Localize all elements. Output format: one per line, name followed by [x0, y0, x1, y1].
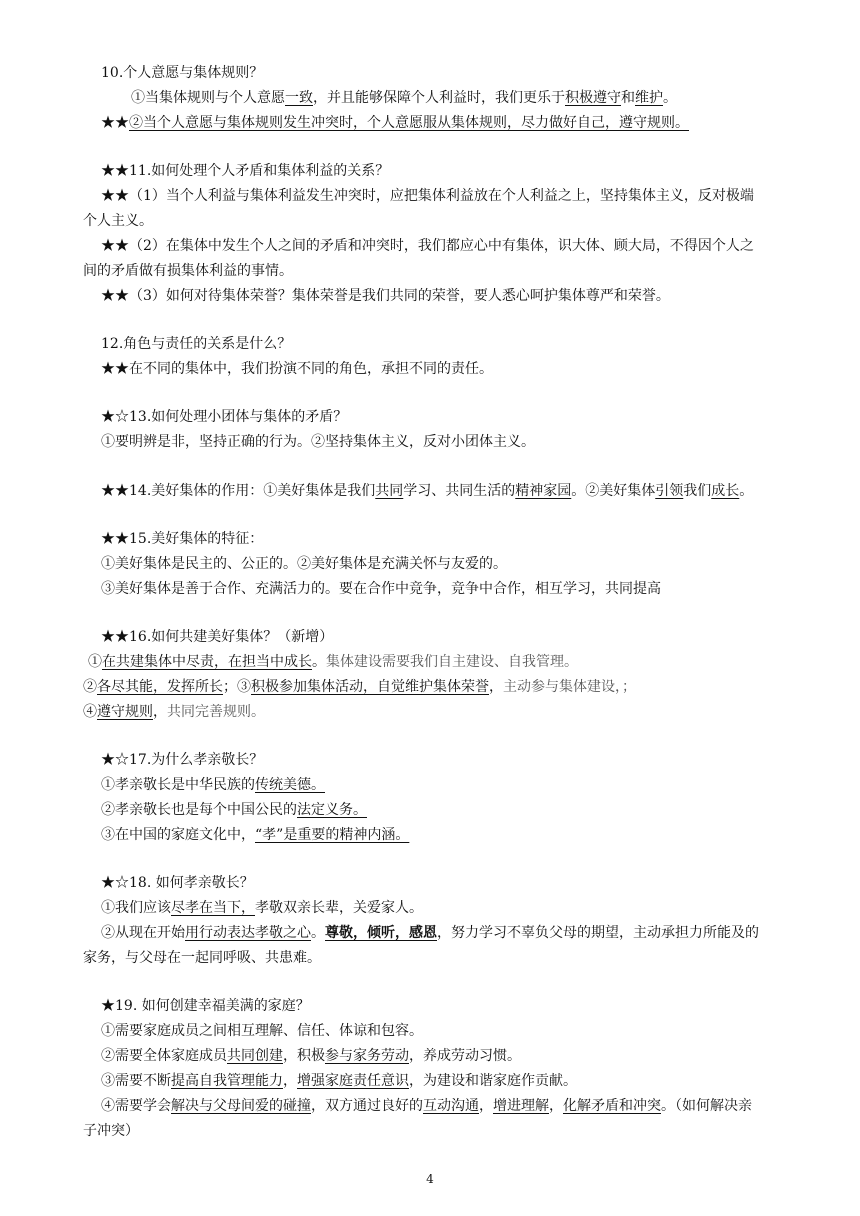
- q16-line3: ④遵守规则，共同完善规则。: [83, 704, 265, 720]
- q19-title: ★19. 如何创建幸福美满的家庭？: [101, 998, 310, 1014]
- q18-line3: 家务，与父母在一起同呼吸、共患难。: [83, 950, 321, 966]
- q17-line3: ③在中国的家庭文化中，“孝”是重要的精神内涵。: [101, 827, 410, 843]
- q11-p2-line1: ★★（2）在集体中发生个人之间的矛盾和冲突时，我们都应心中有集体，识大体、顾大局，不得因个人之: [101, 238, 754, 254]
- q19-line4: ④需要学会解决与父母间爱的碰撞，双方通过良好的互动沟通，增进理解，化解矛盾和冲突。（如何解决亲: [101, 1098, 752, 1114]
- q10-line2: ★★②当个人意愿与集体规则发生冲突时，个人意愿服从集体规则，尽力做好自己，遵守规则。: [101, 115, 689, 131]
- q17-line2: ②孝亲敬长也是每个中国公民的法定义务。: [101, 802, 367, 818]
- q11-p2-line2: 间的矛盾做有损集体利益的事情。: [83, 263, 293, 279]
- q19-line3: ③需要不断提高自我管理能力，增强家庭责任意识，为建设和谐家庭作贡献。: [101, 1073, 577, 1089]
- q11-title: ★★11.如何处理个人矛盾和集体利益的关系？: [101, 163, 390, 179]
- q17-title: ★☆17.为什么孝亲敬长？: [101, 752, 264, 768]
- q16-line1: ①在共建集体中尽责，在担当中成长。集体建设需要我们自主建设、自我管理。: [88, 654, 578, 670]
- q16-line2: ②各尽其能，发挥所长；③积极参加集体活动，自觉维护集体荣誉，主动参与集体建设，；: [83, 679, 636, 695]
- q13-title: ★☆13.如何处理小团体与集体的矛盾？: [101, 409, 348, 425]
- q10-title: 10.个人意愿与集体规则？: [101, 65, 264, 81]
- q11-p1-line2: 个人主义。: [83, 213, 153, 229]
- q15-line2: ③美好集体是善于合作、充满活力的。要在合作中竞争，竞争中合作，相互学习，共同提高: [101, 581, 661, 597]
- q15-line1: ①美好集体是民主的、公正的。②美好集体是充满关怀与友爱的。: [101, 556, 507, 572]
- q16-title: ★★16.如何共建美好集体？（新增）: [101, 629, 334, 645]
- q18-line1: ①我们应该尽孝在当下，孝敬双亲长辈，关爱家人。: [101, 900, 423, 916]
- q11-p3: ★★（3）如何对待集体荣誉？集体荣誉是我们共同的荣誉，要人悉心呵护集体尊严和荣誉。: [101, 288, 670, 304]
- q14-line: ★★14.美好集体的作用：①美好集体是我们共同学习、共同生活的精神家园。②美好集体引领我们成长。: [101, 483, 754, 499]
- q15-title: ★★15.美好集体的特征：: [101, 531, 264, 547]
- q18-line2: ②从现在开始用行动表达孝敬之心。尊敬，倾听，感恩，努力学习不辜负父母的期望，主动承担力所能及的: [101, 925, 759, 941]
- q12-title: 12.角色与责任的关系是什么？: [101, 336, 292, 352]
- page-number: 4: [426, 1172, 434, 1186]
- q19-line5: 子冲突）: [83, 1123, 139, 1139]
- q19-line2: ②需要全体家庭成员共同创建，积极参与家务劳动，养成劳动习惯。: [101, 1048, 521, 1064]
- q19-line1: ①需要家庭成员之间相互理解、信任、体谅和包容。: [101, 1023, 423, 1039]
- q17-line1: ①孝亲敬长是中华民族的传统美德。: [101, 777, 325, 793]
- q11-p1-line1: ★★（1）当个人利益与集体利益发生冲突时，应把集体利益放在个人利益之上，坚持集体主义，反对极端: [101, 188, 754, 204]
- q10-line1: ①当集体规则与个人意愿一致，并且能够保障个人利益时，我们更乐于积极遵守和维护。: [131, 90, 677, 106]
- q13-line1: ①要明辨是非，坚持正确的行为。②坚持集体主义，反对小团体主义。: [101, 434, 535, 450]
- q18-title: ★☆18. 如何孝亲敬长？: [101, 875, 254, 891]
- q12-line1: ★★在不同的集体中，我们扮演不同的角色，承担不同的责任。: [101, 361, 493, 377]
